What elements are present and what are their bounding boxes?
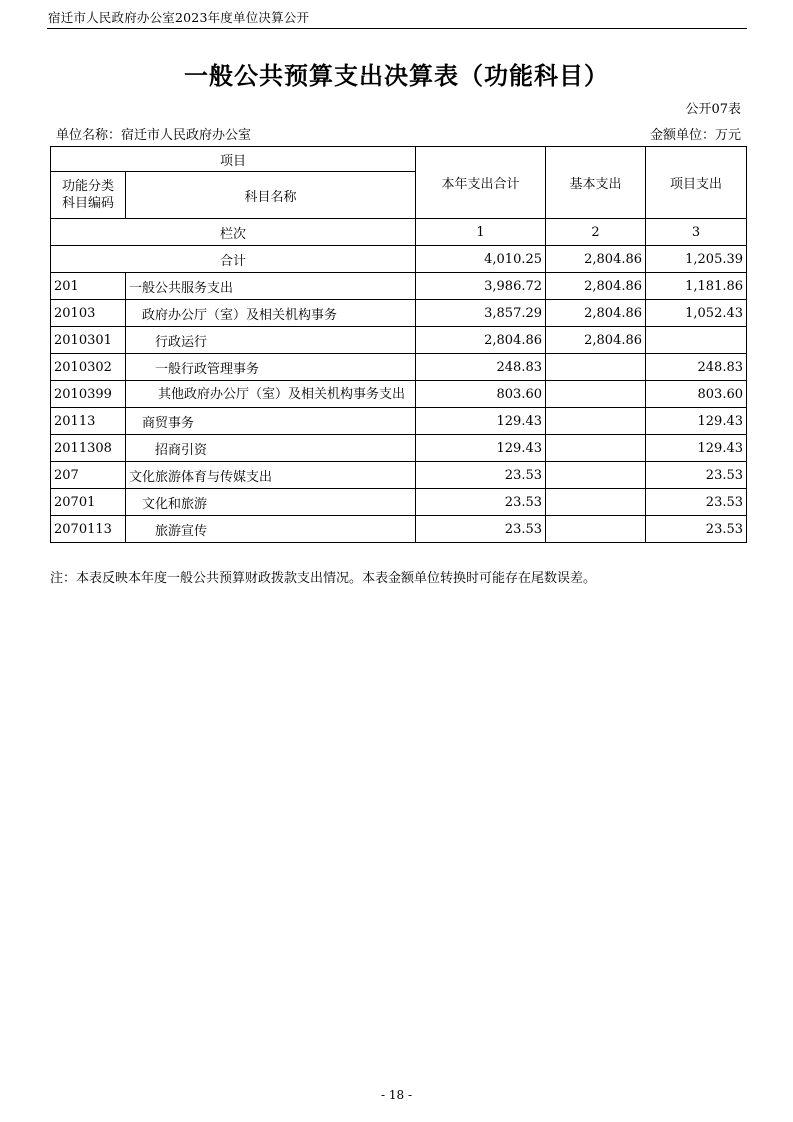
row-basic [546,354,646,381]
row-proj: 23.53 [646,516,747,543]
row-total: 248.83 [416,354,546,381]
row-proj: 129.43 [646,408,747,435]
col-index: 3 [646,219,747,246]
page-number: - 18 - [380,1088,412,1102]
row-name: 一般行政管理事务 [126,354,416,381]
row-basic: 2,804.86 [546,273,646,300]
row-code: 2010399 [51,381,126,408]
table-row [51,489,747,516]
table-row [51,381,747,408]
row-name: 招商引资 [126,435,416,462]
header-basic: 基本支出 [546,147,646,219]
row-proj: 23.53 [646,489,747,516]
row-name: 旅游宣传 [126,516,416,543]
row-total: 2,804.86 [416,327,546,354]
table-row [51,300,747,327]
row-basic: 2,804.86 [546,327,646,354]
budget-table [50,146,747,543]
header-code: 功能分类 科目编码 [51,172,126,219]
row-total: 3,857.29 [416,300,546,327]
row-basic [546,516,646,543]
table-row [51,462,747,489]
table-row [51,408,747,435]
row-basic [546,381,646,408]
col-index: 1 [416,219,546,246]
row-proj: 23.53 [646,462,747,489]
row-total: 803.60 [416,381,546,408]
row-proj: 803.60 [646,381,747,408]
row-code: 201 [51,273,126,300]
form-code: 公开07表 [685,102,741,117]
row-name: 一般公共服务支出 [126,273,416,300]
row-code: 2010301 [51,327,126,354]
page-title: 一般公共预算支出决算表（功能科目） [184,62,609,90]
amount-unit: 金额单位：万元 [649,128,741,143]
header-divider [47,28,747,29]
row-code: 20113 [51,408,126,435]
total-value: 1,205.39 [646,246,747,273]
table-row [51,516,747,543]
row-name: 商贸事务 [126,408,416,435]
row-basic [546,408,646,435]
row-proj: 129.43 [646,435,747,462]
row-name: 行政运行 [126,327,416,354]
header-proj: 项目支出 [646,147,747,219]
table-row [51,435,747,462]
row-name: 政府办公厅（室）及相关机构事务 [126,300,416,327]
row-basic [546,435,646,462]
row-total: 129.43 [416,408,546,435]
header-total: 本年支出合计 [416,147,546,219]
total-value: 4,010.25 [416,246,546,273]
row-code: 2070113 [51,516,126,543]
row-code: 2010302 [51,354,126,381]
table-row [51,273,747,300]
row-basic [546,489,646,516]
row-total: 3,986.72 [416,273,546,300]
table-footnote: 注：本表反映本年度一般公共预算财政拨款支出情况。本表金额单位转换时可能存在尾数误差。 [50,571,597,586]
running-header: 宿迁市人民政府办公室2023年度单位决算公开 [48,10,310,25]
row-code: 20103 [51,300,126,327]
total-value: 2,804.86 [546,246,646,273]
table-row [51,327,747,354]
total-label: 合计 [51,246,416,273]
row-proj: 248.83 [646,354,747,381]
col-index: 2 [546,219,646,246]
row-basic [546,462,646,489]
row-total: 129.43 [416,435,546,462]
row-basic: 2,804.86 [546,300,646,327]
row-proj: 1,181.86 [646,273,747,300]
row-total: 23.53 [416,462,546,489]
row-total: 23.53 [416,516,546,543]
table-row [51,354,747,381]
row-name: 文化和旅游 [126,489,416,516]
row-index-label: 栏次 [51,219,416,246]
header-name: 科目名称 [126,172,416,219]
header-project: 项目 [51,147,416,172]
row-code: 2011308 [51,435,126,462]
row-name: 文化旅游体育与传媒支出 [126,462,416,489]
row-total: 23.53 [416,489,546,516]
row-name: 其他政府办公厅（室）及相关机构事务支出 [126,381,416,408]
unit-name: 单位名称：宿迁市人民政府办公室 [56,128,252,143]
row-code: 20701 [51,489,126,516]
row-code: 207 [51,462,126,489]
row-proj: 1,052.43 [646,300,747,327]
row-proj [646,327,747,354]
